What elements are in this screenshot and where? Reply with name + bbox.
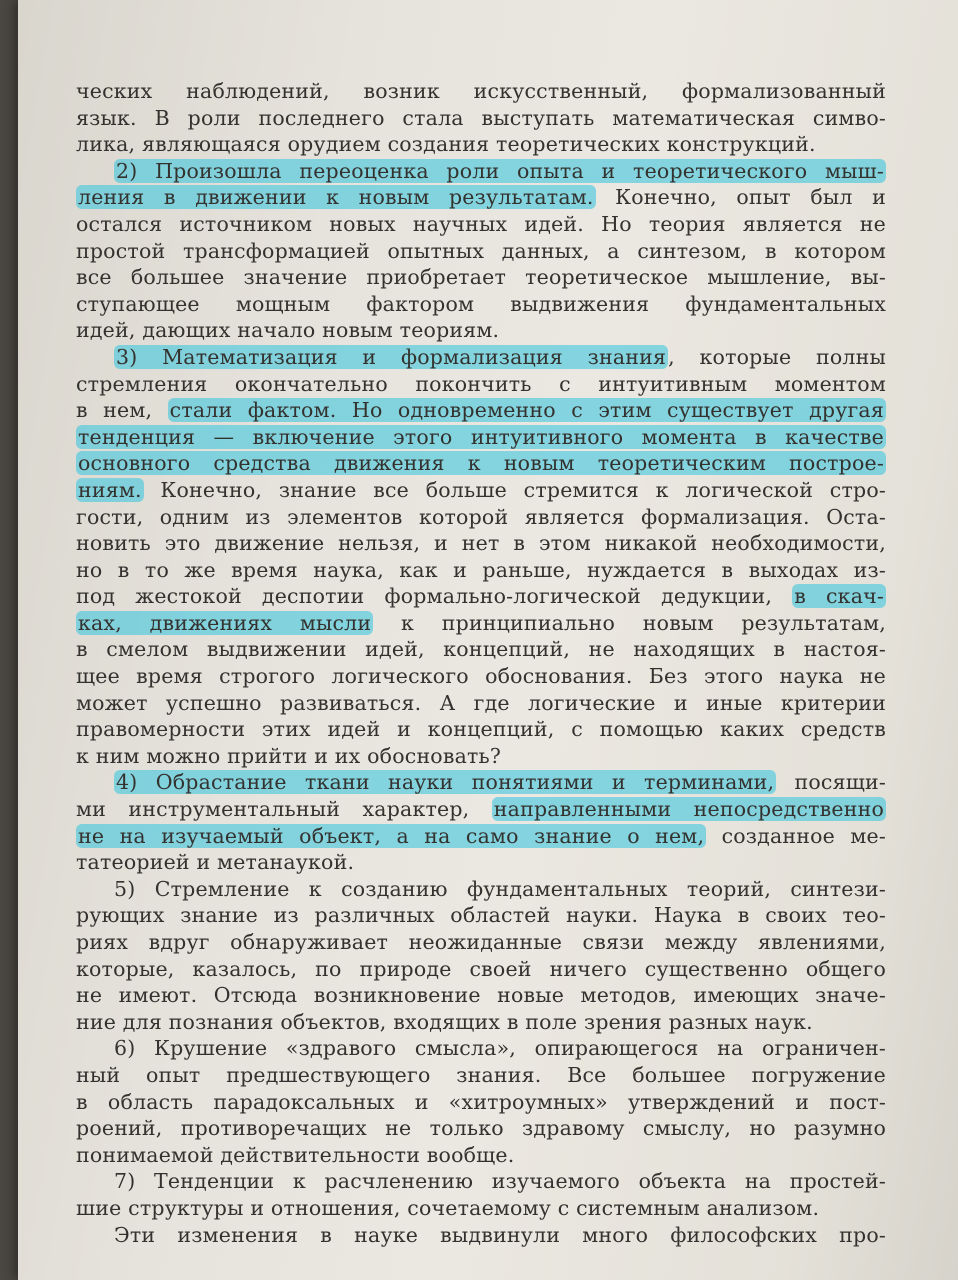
- text-line: [76, 1062, 886, 1089]
- text-segment: ми инструментальный характер,: [76, 797, 492, 822]
- text-segment: понимаемой действительности вообще.: [76, 1142, 515, 1167]
- text-line: [76, 610, 886, 637]
- text-segment: остался источником новых научных идей. Но теория является не: [76, 211, 886, 236]
- text-line: [76, 1089, 886, 1116]
- text-line: [76, 264, 886, 291]
- text-segment: гости, одним из элементов которой является формализация. Оста-: [76, 504, 886, 529]
- text-segment: может успешно развиваться. А где логические и иные критерии: [76, 690, 886, 715]
- highlighted-text: ниям.: [78, 477, 142, 502]
- highlighted-text: 4) Обрастание ткани науки понятиями и терминами,: [116, 770, 775, 795]
- paragraph: [76, 344, 886, 770]
- text-line: [76, 211, 886, 238]
- text-line: [76, 929, 886, 956]
- text-line: [76, 690, 886, 717]
- text-segment: идей, дающих начало новым теориям.: [76, 318, 500, 343]
- text-line: [76, 1222, 886, 1249]
- text-segment: щее время строгого логического обоснования. Без этого наука не: [76, 664, 886, 689]
- text-line: [76, 450, 886, 477]
- text-line: [76, 371, 886, 398]
- text-segment: посящи-: [776, 770, 886, 795]
- paragraph: [76, 876, 886, 1036]
- highlighted-text: стали фактом. Но одновременно с этим существует другая: [169, 398, 884, 423]
- text-line: [76, 105, 886, 132]
- text-segment: не имеют. Отсюда возникновение новые методов, имеющих значе-: [76, 983, 886, 1008]
- text-segment: Эти изменения в науке выдвинули много философских про-: [114, 1222, 886, 1247]
- text-segment: риях вдруг обнаруживает неожиданные связи между явлениями,: [76, 930, 886, 954]
- text-segment: ческих наблюдений, возник искусственный, формализованный: [76, 79, 886, 103]
- highlighted-text: не на изучаемый объект, а на само знание о нем,: [78, 823, 705, 848]
- text-line: [76, 849, 886, 876]
- text-segment: ный опыт предшествующего знания. Все большее погружение: [76, 1062, 886, 1087]
- text-line: [76, 78, 886, 105]
- text-segment: созданное ме-: [706, 823, 886, 848]
- text-segment: под жестокой деспотии формально-логической дедукции,: [76, 584, 793, 609]
- text-segment: новить это движение нельзя, и нет в этом никакой необходимости,: [76, 531, 886, 556]
- text-line: [76, 477, 886, 504]
- text-segment: простой трансформацией опытных данных, а синтезом, в котором: [76, 238, 886, 263]
- highlighted-text: тенденция — включение этого интуитивного момента в качестве: [78, 424, 884, 449]
- text-segment: правомерности этих идей и концепций, с помощью каких средств: [76, 717, 886, 742]
- text-segment: в смелом выдвижении идей, концепций, не находящих в настоя-: [76, 637, 886, 662]
- text-segment: ступающее мощным фактором выдвижения фундаментальных: [76, 291, 886, 316]
- text-line: [76, 557, 886, 584]
- page-text: [76, 78, 886, 1248]
- book-page: [18, 0, 958, 1280]
- text-line: [76, 716, 886, 743]
- text-line: [76, 1142, 886, 1169]
- text-line: [76, 636, 886, 663]
- text-line: [76, 1168, 886, 1195]
- text-line: [76, 1115, 886, 1142]
- text-line: [76, 158, 886, 185]
- text-segment: 6) Крушение «здравого смысла», опирающегося на ограничен-: [114, 1036, 886, 1061]
- highlighted-text: 2) Произошла переоценка роли опыта и теоретического мыш-: [116, 158, 884, 183]
- text-line: [76, 1035, 886, 1062]
- text-line: [76, 769, 886, 796]
- highlighted-text: в скач-: [794, 584, 884, 609]
- text-line: [76, 504, 886, 531]
- text-line: [76, 1195, 886, 1222]
- text-line: [76, 1009, 886, 1036]
- text-segment: 7) Тенденции к расчленению изучаемого объекта на простей-: [114, 1169, 886, 1194]
- text-line: [76, 743, 886, 770]
- paragraph: [76, 1168, 886, 1221]
- text-segment: стремления окончательно покончить с интуитивным моментом: [76, 371, 886, 396]
- text-segment: 5) Стремление к созданию фундаментальных теорий, синтези-: [114, 876, 886, 901]
- text-line: [76, 663, 886, 690]
- text-segment: но в то же время наука, как и раньше, нуждается в выходах из-: [76, 557, 886, 582]
- text-line: [76, 424, 886, 451]
- text-line: [76, 796, 886, 823]
- text-segment: Конечно, опыт был и: [595, 185, 886, 210]
- paragraph: [76, 1222, 886, 1249]
- text-line: [76, 823, 886, 850]
- text-line: [76, 238, 886, 265]
- highlighted-text: ления в движении к новым результатам.: [78, 185, 594, 210]
- highlighted-text: направленными непосредственно: [493, 797, 884, 822]
- text-line: [76, 956, 886, 983]
- text-segment: к принципиально новым результатам,: [373, 610, 887, 635]
- text-segment: рующих знание из различных областей науки. Наука в своих тео-: [76, 903, 886, 928]
- highlighted-text: ках, движениях мысли: [78, 610, 372, 635]
- text-line: [76, 876, 886, 903]
- text-segment: лика, являющаяся орудием создания теоретических конструкций.: [76, 132, 816, 157]
- text-segment: в область парадоксальных и «хитроумных» утверждений и пост-: [76, 1089, 886, 1114]
- paragraph: [76, 769, 886, 875]
- highlighted-text: основного средства движения к новым теоретическим построе-: [78, 451, 884, 476]
- text-line: [76, 291, 886, 318]
- text-line: [76, 344, 886, 371]
- text-line: [76, 184, 886, 211]
- paragraph: [76, 78, 886, 158]
- highlighted-text: 3) Математизация и формализация знания: [116, 344, 667, 369]
- text-segment: все большее значение приобретает теоретическое мышление, вы-: [76, 265, 886, 290]
- text-line: [76, 982, 886, 1009]
- text-segment: татеорией и метанаукой.: [76, 850, 355, 875]
- paragraph: [76, 158, 886, 344]
- text-segment: Конечно, знание все больше стремится к логической стро-: [143, 477, 886, 502]
- text-line: [76, 530, 886, 557]
- text-segment: ние для познания объектов, входящих в поле зрения разных наук.: [76, 1009, 813, 1034]
- text-segment: шие структуры и отношения, сочетаемому с системным анализом.: [76, 1195, 820, 1220]
- text-segment: в нем,: [76, 398, 168, 423]
- text-segment: язык. В роли последнего стала выступать математическая симво-: [76, 105, 886, 130]
- text-segment: к ним можно прийти и их обосновать?: [76, 743, 502, 768]
- text-segment: , которые полны: [668, 344, 887, 369]
- text-line: [76, 902, 886, 929]
- text-segment: роений, противоречащих не только здравому смыслу, но разумно: [76, 1116, 886, 1141]
- text-line: [76, 131, 886, 158]
- text-line: [76, 397, 886, 424]
- text-line: [76, 317, 886, 344]
- paragraph: [76, 1035, 886, 1168]
- text-line: [76, 583, 886, 610]
- text-segment: которые, казалось, по природе своей ничего существенно общего: [76, 956, 886, 981]
